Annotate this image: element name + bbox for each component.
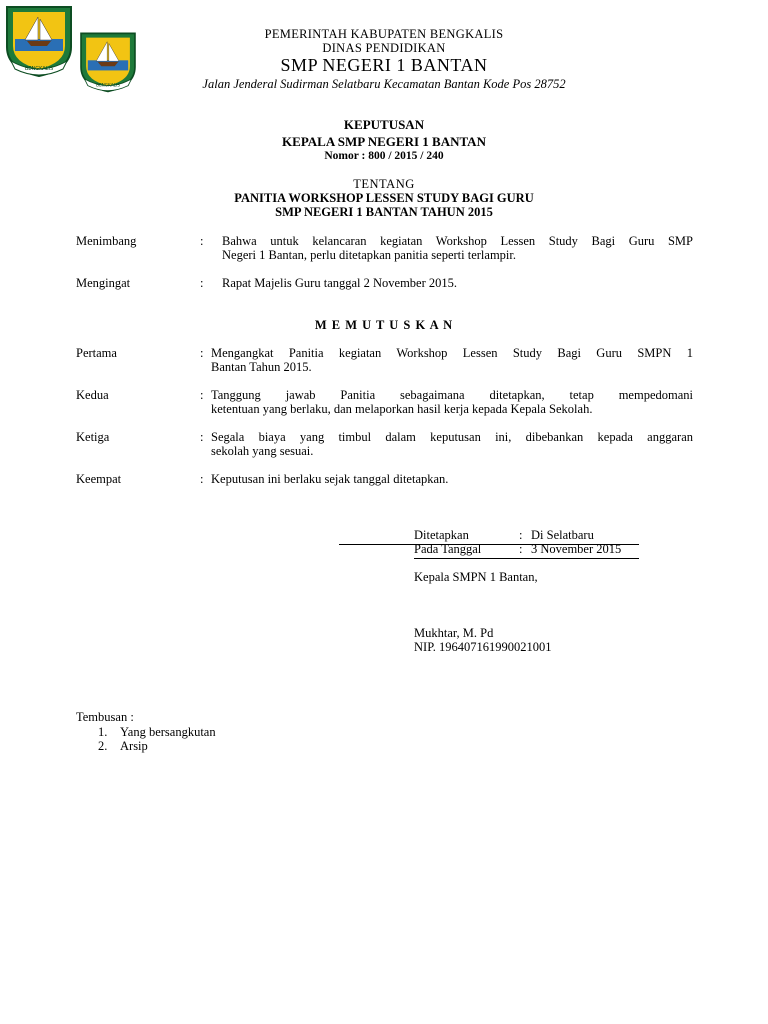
consideration-text	[222, 234, 693, 262]
decision-colon: :	[200, 346, 204, 360]
decision-label: Kedua	[76, 388, 109, 402]
letterhead-government: PEMERINTAH KABUPATEN BENGKALIS	[264, 27, 504, 41]
text-line: Bahwa untuk kelancaran kegiatan Workshop Lessen Study Bagi Guru SMP	[222, 234, 693, 248]
decree-subject-line1: PANITIA WORKSHOP LESSEN STUDY BAGI GURU	[234, 191, 534, 205]
copies-heading: Tembusan :	[76, 710, 134, 724]
decision-text	[211, 346, 693, 374]
signatory-nip: NIP. 196407161990021001	[414, 640, 552, 654]
decision-text	[211, 388, 693, 416]
established-label: Ditetapkan	[414, 528, 469, 542]
decision-label: Keempat	[76, 472, 122, 486]
decision-text	[211, 430, 693, 458]
decision-colon: :	[200, 388, 204, 402]
letterhead-school-name: SMP NEGERI 1 BANTAN	[280, 55, 488, 75]
text-line: Tanggung jawab Panitia sebagaimana ditetapkan, tetap mempedomani	[211, 388, 693, 402]
emblem-ribbon-text: BENGKALIS	[96, 82, 120, 88]
letterhead-department: DINAS PENDIDIKAN	[322, 41, 446, 55]
copies-item: Yang bersangkutan	[120, 725, 216, 739]
decree-subject-line2: SMP NEGERI 1 BANTAN TAHUN 2015	[275, 205, 493, 219]
text-line: ketentuan yang berlaku, dan melaporkan hasil kerja kepada Kepala Sekolah.	[211, 402, 593, 416]
decision-text	[211, 472, 693, 486]
text-line: Rapat Majelis Guru tanggal 2 November 2015.	[222, 276, 458, 290]
legal-basis-text	[222, 276, 693, 290]
text-line: Bantan Tahun 2015.	[211, 360, 312, 374]
decision-colon: :	[200, 430, 204, 444]
copies-item: Arsip	[120, 739, 148, 753]
letterhead-address: Jalan Jenderal Sudirman Selatbaru Kecamatan Bantan Kode Pos 28752	[202, 77, 566, 91]
date-value: 3 November 2015	[531, 542, 622, 556]
copies-item-number: 2.	[98, 739, 108, 753]
decision-label: Pertama	[76, 346, 117, 360]
text-line: Mengangkat Panitia kegiatan Workshop Lessen Study Bagi Guru SMPN 1	[211, 346, 693, 360]
text-line: Keputusan ini berlaku sejak tanggal ditetapkan.	[211, 472, 449, 486]
signatory-position: Kepala SMPN 1 Bantan,	[414, 570, 538, 584]
established-place: Di Selatbaru	[531, 528, 594, 542]
emblem-ribbon-text: BENGKALIS	[24, 66, 54, 72]
decide-heading: M E M U T U S K A N	[314, 318, 454, 332]
date-underline	[414, 558, 639, 559]
established-colon: :	[519, 528, 523, 542]
date-label: Pada Tanggal	[414, 542, 482, 556]
decree-issuer: KEPALA SMP NEGERI 1 BANTAN	[282, 134, 486, 149]
text-line: Negeri 1 Bantan, perlu ditetapkan panitia seperti terlampir.	[222, 248, 516, 262]
decision-label: Ketiga	[76, 430, 110, 444]
consideration-label: Menimbang	[76, 234, 137, 248]
text-line: Segala biaya yang timbul dalam keputusan ini, dibebankan kepada anggaran	[211, 430, 693, 444]
copies-item-number: 1.	[98, 725, 108, 739]
legal-basis-colon: :	[200, 276, 204, 290]
text-line: sekolah yang sesuai.	[211, 444, 314, 458]
legal-basis-label: Mengingat	[76, 276, 131, 290]
date-colon: :	[519, 542, 523, 556]
tentang-heading: TENTANG	[353, 177, 415, 191]
decree-number: Nomor : 800 / 2015 / 240	[324, 150, 444, 162]
decision-colon: :	[200, 472, 204, 486]
signatory-name: Mukhtar, M. Pd	[414, 626, 494, 640]
consideration-colon: :	[200, 234, 204, 248]
decree-title: KEPUTUSAN	[343, 117, 425, 132]
